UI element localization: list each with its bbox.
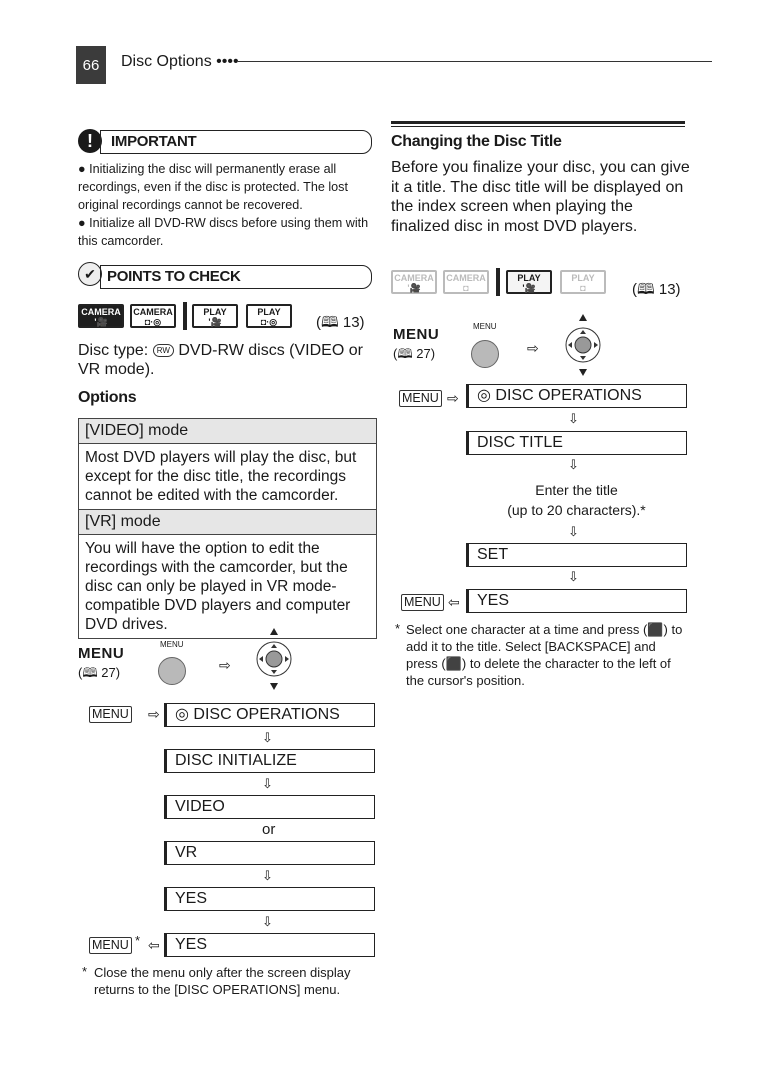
check-icon: ✔ [78,262,102,286]
important-icon: ! [78,129,102,153]
mode-play-movie-button [506,270,552,294]
left-footnote: Close the menu only after the screen display returns to the [DISC OPERATIONS] menu. [94,965,351,997]
menu-ref: (🕮 27) [78,665,121,680]
mode-play-photo-button [246,304,292,328]
disc-rw-icon: RW [153,344,174,357]
enter-title-line: Enter the title [535,482,618,498]
mode-separator [183,302,187,330]
arrow-right-icon: ⇨ [148,706,160,722]
mode-sub: '🎥 [407,283,421,293]
mode-sub: '🎥 [94,317,108,327]
mode-sub: '🎥 [208,317,222,327]
menu-key: MENU [399,390,442,407]
menu-label: MENU [393,326,440,343]
option-video-header: [VIDEO] mode [79,419,376,444]
bullet-text: Initialize all DVD-RW discs before using them with this camcorder. [78,216,369,248]
arrow-left-icon: ⇦ [148,937,160,953]
enter-title-text [466,480,687,520]
arrow-down-icon: ⇩ [262,776,273,791]
points-title: POINTS TO CHECK [107,268,241,285]
arrow-down-icon: ⇩ [568,457,579,472]
disc-type-text: DVD-RW discs (VIDEO or VR mode). [78,342,363,378]
footnote-star: * [135,933,141,948]
option-vr-desc: You will have the option to edit the recordings with the camcorder, but the disc can only be played in VR mode-compatible DVD players and computer DVD drives. [85,540,351,633]
mode-label: PLAY [517,273,541,283]
flow-yes-final: YES [164,933,375,957]
right-ref: (🕮 13) [632,281,681,298]
mode-camera-movie-button [391,270,437,294]
mode-separator [496,268,500,296]
mode-sub: ◘ [580,283,586,293]
mode-label: PLAY [203,307,227,317]
footnote-star: * [395,621,401,636]
page-number: 66 [82,56,100,74]
menu-button-icon [158,657,186,685]
menu-label: MENU [78,645,125,662]
bullet-icon: ● [78,216,86,230]
mode-sub: ◘·◎ [260,317,278,327]
flow-disc-title: DISC TITLE [466,431,687,455]
enter-title-line: (up to 20 characters).* [507,502,646,518]
mode-play-movie-button [192,304,238,328]
arrow-down-icon: ⇩ [262,868,273,883]
title-rule [391,121,685,124]
mode-sub: ◘ [463,283,469,293]
arrow-down-icon: ⇩ [568,411,579,426]
flow-or: or [262,821,276,838]
mode-label: CAMERA [446,273,486,283]
points-ref: (🕮 13) [316,314,365,331]
menu-key: MENU [89,706,132,723]
bullet-icon: ● [78,162,86,176]
flow-video: VIDEO [164,795,375,819]
disc-type [78,341,376,379]
menu-button-icon [471,340,499,368]
menu-button-caption: MENU [473,322,497,331]
menu-key: MENU [89,937,132,954]
arrow-down-icon: ⇩ [568,569,579,584]
option-video-desc: Most DVD players will play the disc, but except for the disc title, the recordings cannot be edited with the camcorder. [79,444,376,510]
mode-label: CAMERA [81,307,121,317]
arrow-down-icon: ⇩ [262,730,273,745]
menu-key: MENU [401,594,444,611]
flow-yes: YES [164,887,375,911]
important-bullet [78,160,374,214]
flow-vr: VR [164,841,375,865]
right-intro: Before you finalize your disc, you can give it a title. The disc title will be displayed on the index screen when playing the finalized disc in most DVD players. [391,159,690,235]
bullet-text: Initializing the disc will permanently erase all recordings, even if the disc is protected. The lost original recordings cannot be recovered. [78,162,348,212]
mode-play-photo-button [560,270,606,294]
joystick-icon [254,628,294,690]
menu-ref: (🕮 27) [393,346,436,361]
options-title: Options [78,389,137,406]
title-rule-thin [391,126,685,127]
mode-label: PLAY [571,273,595,283]
right-title: Changing the Disc Title [391,133,562,150]
mode-sub: ◘·◎ [144,317,162,327]
mode-camera-photo-button [443,270,489,294]
arrow-left-icon: ⇦ [448,594,460,610]
mode-label: CAMERA [394,273,434,283]
joystick-icon [563,314,603,376]
arrow-right-icon: ⇨ [219,657,231,673]
flow-set: SET [466,543,687,567]
important-box [100,130,372,154]
important-bullet [78,214,374,250]
menu-button-caption: MENU [160,640,184,649]
mode-camera-photo-button [130,304,176,328]
important-title: IMPORTANT [111,133,197,150]
flow-disc-operations: ◎ DISC OPERATIONS [466,384,687,408]
mode-camera-movie-button [78,304,124,328]
arrow-right-icon: ⇨ [527,340,539,356]
right-footnote: Select one character at a time and press (⬛) to add it to the title. Select [BACKSPACE] and press (⬛) to delete the character to the left of the cursor's position. [406,622,683,688]
option-vr-header: [VR] mode [79,510,376,535]
header-rule [238,61,712,62]
page-number-badge [76,46,106,84]
points-box [100,265,372,289]
important-text [78,160,374,250]
options-table [78,418,377,639]
mode-sub: '🎥 [522,283,536,293]
mode-label: PLAY [257,307,281,317]
arrow-down-icon: ⇩ [568,524,579,539]
disc-type-label: Disc type: [78,342,149,359]
flow-disc-initialize: DISC INITIALIZE [164,749,375,773]
arrow-down-icon: ⇩ [262,914,273,929]
footnote-star: * [82,964,88,979]
flow-yes-final: YES [466,589,687,613]
mode-label: CAMERA [133,307,173,317]
arrow-right-icon: ⇨ [447,390,459,406]
section-title: Disc Options •••• [121,53,239,70]
flow-disc-operations: ◎ DISC OPERATIONS [164,703,375,727]
